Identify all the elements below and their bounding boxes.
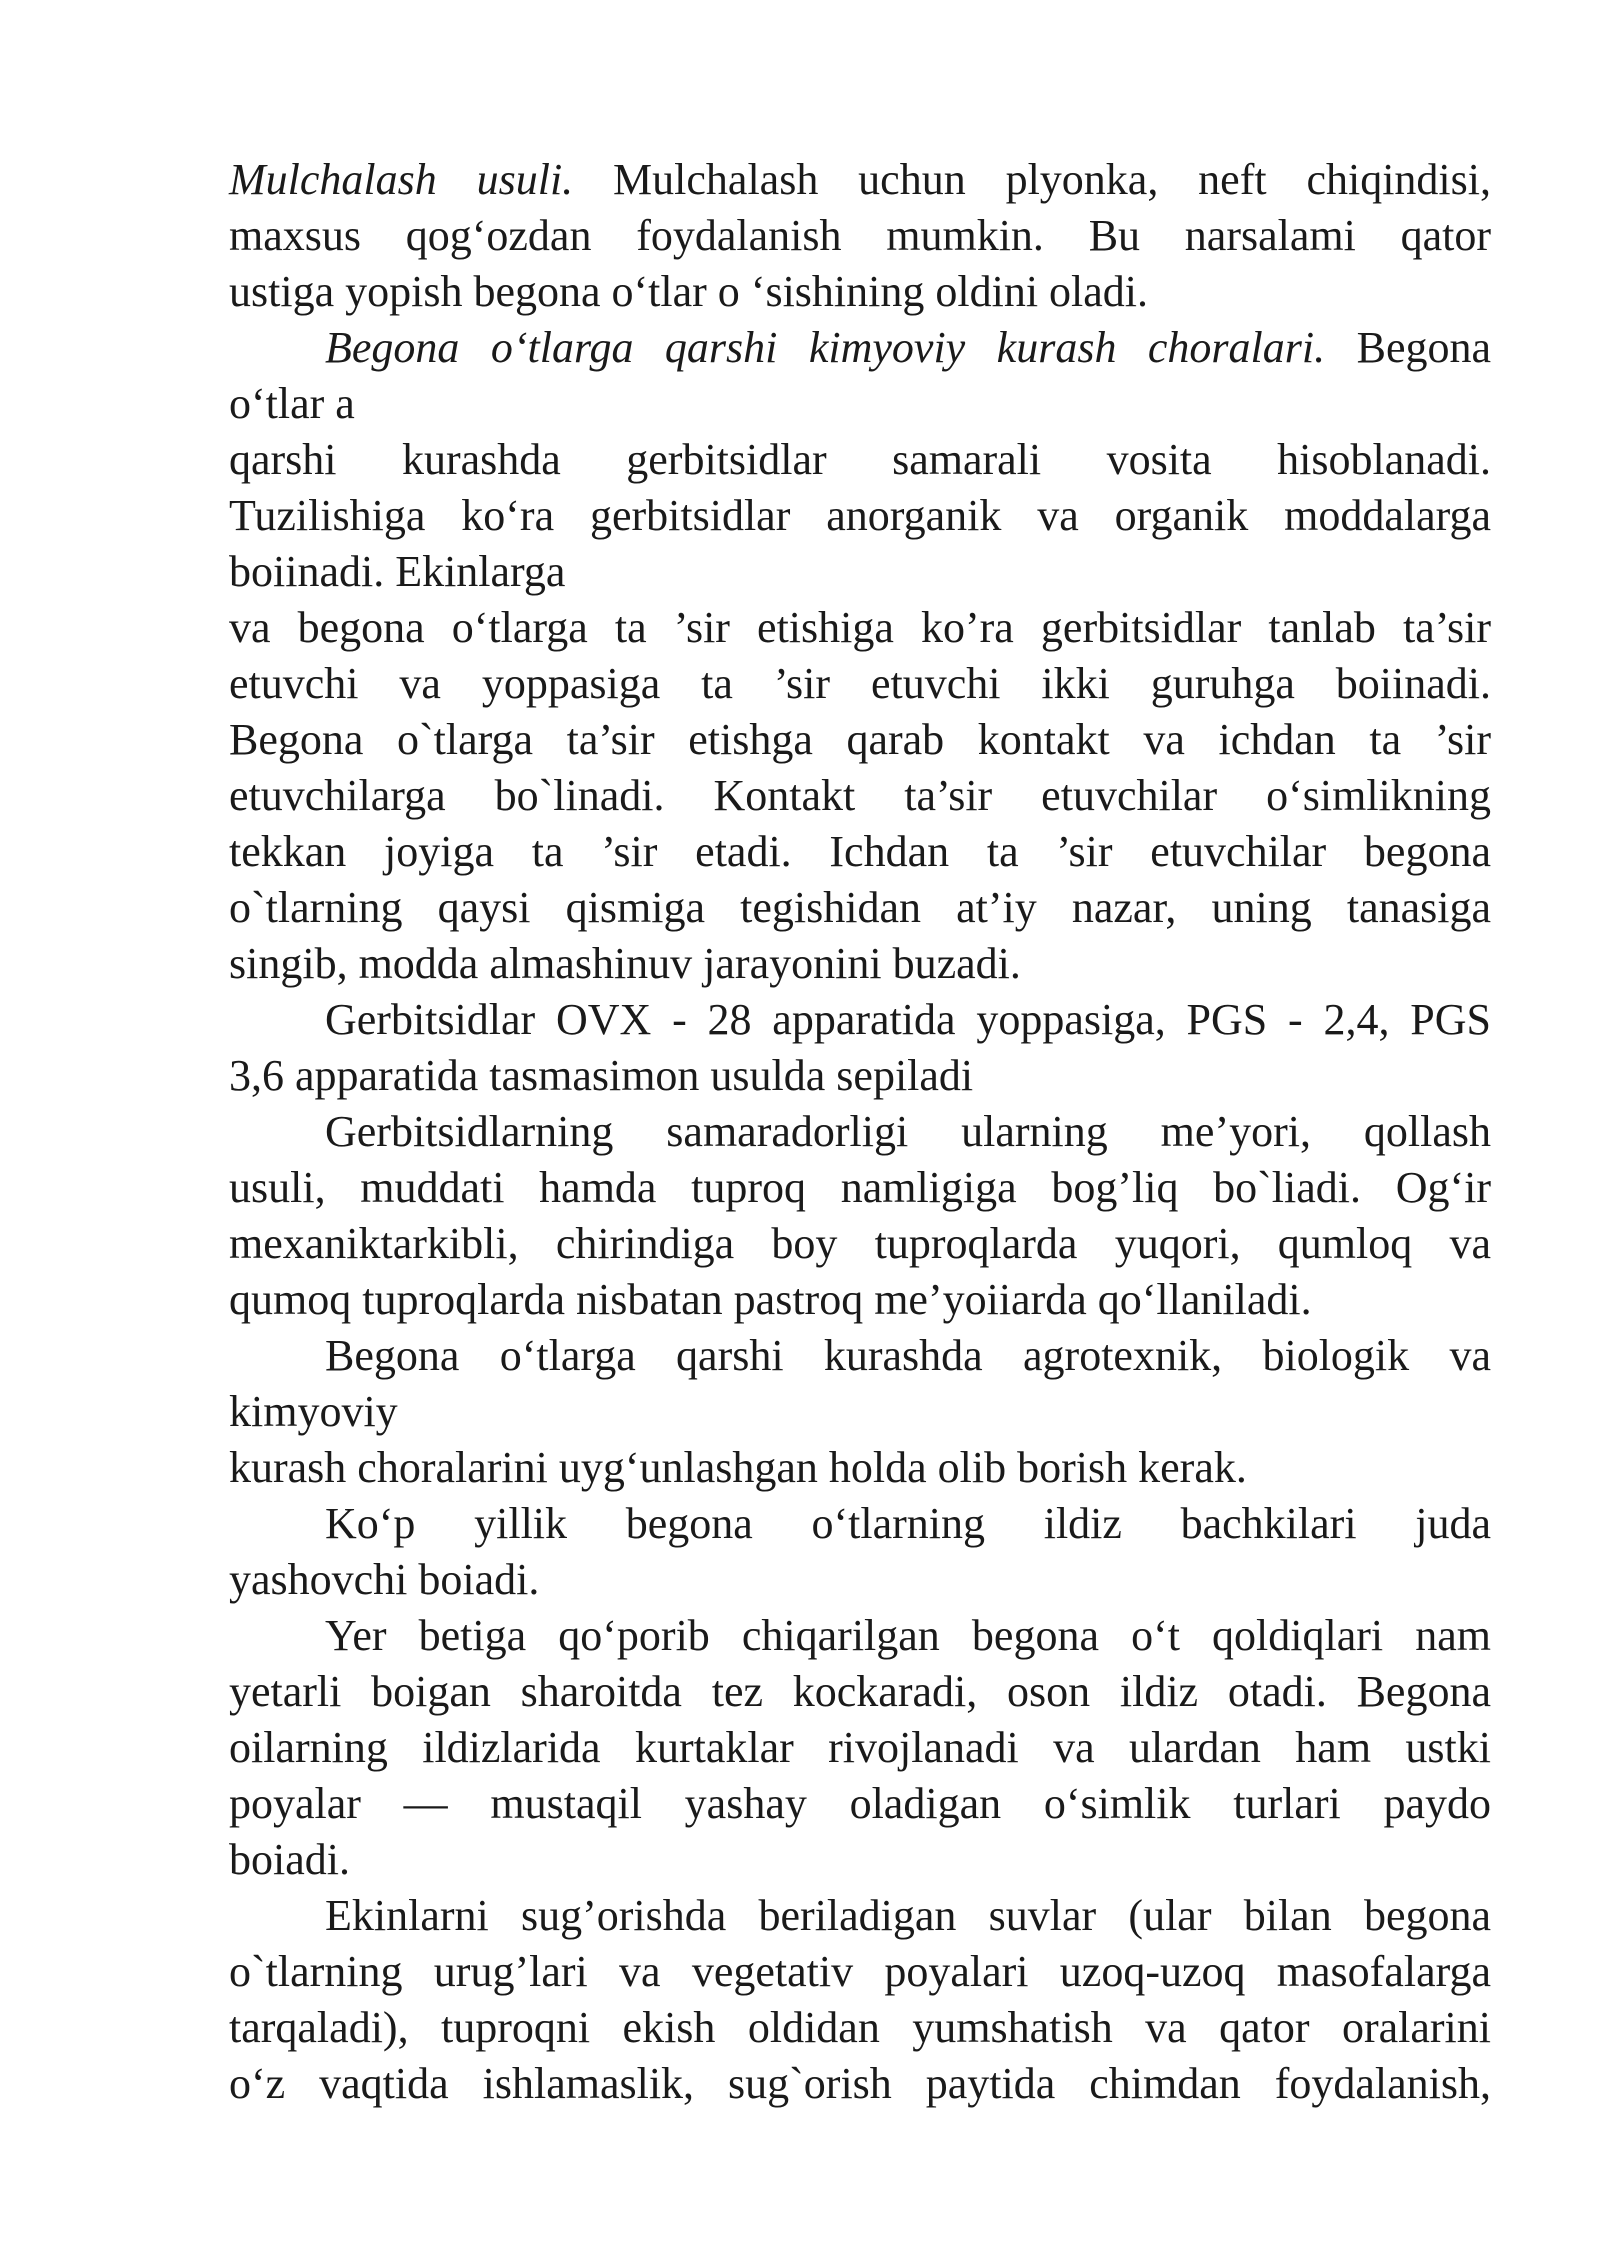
text-line: o‘tlar a	[229, 379, 355, 428]
chemical-control-heading: Begona o‘tlarga qarshi kimyoviy kurash choralari.	[325, 323, 1326, 372]
mulching-heading: Mulchalash usuli.	[229, 155, 574, 204]
paragraph-effectiveness	[229, 1104, 1491, 1328]
text-line: va begona o‘tlarga ta ’sir etishiga ko’ra gerbitsidlar tanlab ta’sir	[229, 603, 1491, 652]
text-line: yetarli boigan sharoitda tez kockaradi, oson ildiz otadi. Begona	[229, 1667, 1491, 1716]
paragraph-mulching	[229, 152, 1491, 320]
paragraph-perennial-weeds	[229, 1496, 1491, 1608]
text-line: qarshi kurashda gerbitsidlar samarali vosita hisoblanadi.	[229, 435, 1491, 484]
text-line: singib, modda almashinuv jarayonini buzadi.	[229, 939, 1021, 988]
text-line: Ekinlarni sug’orishda beriladigan suvlar (ular bilan begona	[325, 1891, 1491, 1940]
text-line: o`tlarning urug’lari va vegetativ poyalari uzoq-uzoq masofalarga	[229, 1947, 1491, 1996]
text-line	[229, 320, 1491, 376]
text-line: Begona o‘tlarga qarshi kurashda agrotexnik, biologik va	[325, 1331, 1491, 1380]
paragraph-integrated-control	[229, 1328, 1491, 1496]
text-line: Ko‘p yillik begona o‘tlarning ildiz bachkilari juda	[325, 1499, 1491, 1548]
text-line: o‘z vaqtida ishlamaslik, sug`orish paytida chimdan foydalanish,	[229, 2059, 1491, 2108]
text-line: 3,6 apparatida tasmasimon usulda sepiladi	[229, 1051, 974, 1100]
text-line: kurash choralarini uyg‘unlashgan holda olib borish kerak.	[229, 1443, 1247, 1492]
text-line: tekkan joyiga ta ’sir etadi. Ichdan ta ’sir etuvchilar begona	[229, 827, 1491, 876]
text-line: etuvchi va yoppasiga ta ’sir etuvchi ikki guruhga boiinadi.	[229, 659, 1491, 708]
text-line: kimyoviy	[229, 1387, 398, 1436]
text-line: poyalar — mustaqil yashay oladigan o‘simlik turlari paydo	[229, 1779, 1491, 1828]
document-page	[229, 152, 1491, 2112]
text-line	[229, 152, 1491, 208]
text-line: yashovchi boiadi.	[229, 1555, 540, 1604]
paragraph-irrigation	[229, 1888, 1491, 2112]
text-line: boiinadi. Ekinlarga	[229, 547, 566, 596]
text-line: Begona o`tlarga ta’sir etishga qarab kontakt va ichdan ta ’sir	[229, 715, 1491, 764]
text-span: Mulchalash uchun plyonka, neft chiqindisi,	[573, 155, 1491, 204]
text-line: Gerbitsidlar OVX - 28 apparatida yoppasiga, PGS - 2,4, PGS	[325, 995, 1491, 1044]
text-line: oilarning ildizlarida kurtaklar rivojlanadi va ulardan ham ustki	[229, 1723, 1491, 1772]
text-line: ustiga yopish begona o‘tlar o ‘sishining oldini oladi.	[229, 267, 1149, 316]
paragraph-weed-residues	[229, 1608, 1491, 1888]
text-line: usuli, muddati hamda tuproq namligiga bog’liq bo`liadi. Og‘ir	[229, 1163, 1491, 1212]
text-span: Begona	[1325, 323, 1492, 372]
text-line: Yer betiga qo‘porib chiqarilgan begona o‘t qoldiqlari nam	[325, 1611, 1491, 1660]
text-line: boiadi.	[229, 1835, 350, 1884]
paragraph-chemical-control	[229, 320, 1491, 992]
text-line: maxsus qog‘ozdan foydalanish mumkin. Bu narsalami qator	[229, 211, 1491, 260]
text-line: qumoq tuproqlarda nisbatan pastroq me’yoiiarda qo‘llaniladi.	[229, 1275, 1312, 1324]
text-line: Tuzilishiga ko‘ra gerbitsidlar anorganik va organik moddalarga	[229, 491, 1491, 540]
text-line: tarqaladi), tuproqni ekish oldidan yumshatish va qator oralarini	[229, 2003, 1491, 2052]
paragraph-equipment	[229, 992, 1491, 1104]
text-line: Gerbitsidlarning samaradorligi ularning me’yori, qollash	[325, 1107, 1491, 1156]
text-line: o`tlarning qaysi qismiga tegishidan at’iy nazar, uning tanasiga	[229, 883, 1491, 932]
text-line: mexaniktarkibli, chirindiga boy tuproqlarda yuqori, qumloq va	[229, 1219, 1491, 1268]
text-line: etuvchilarga bo`linadi. Kontakt ta’sir etuvchilar o‘simlikning	[229, 771, 1491, 820]
